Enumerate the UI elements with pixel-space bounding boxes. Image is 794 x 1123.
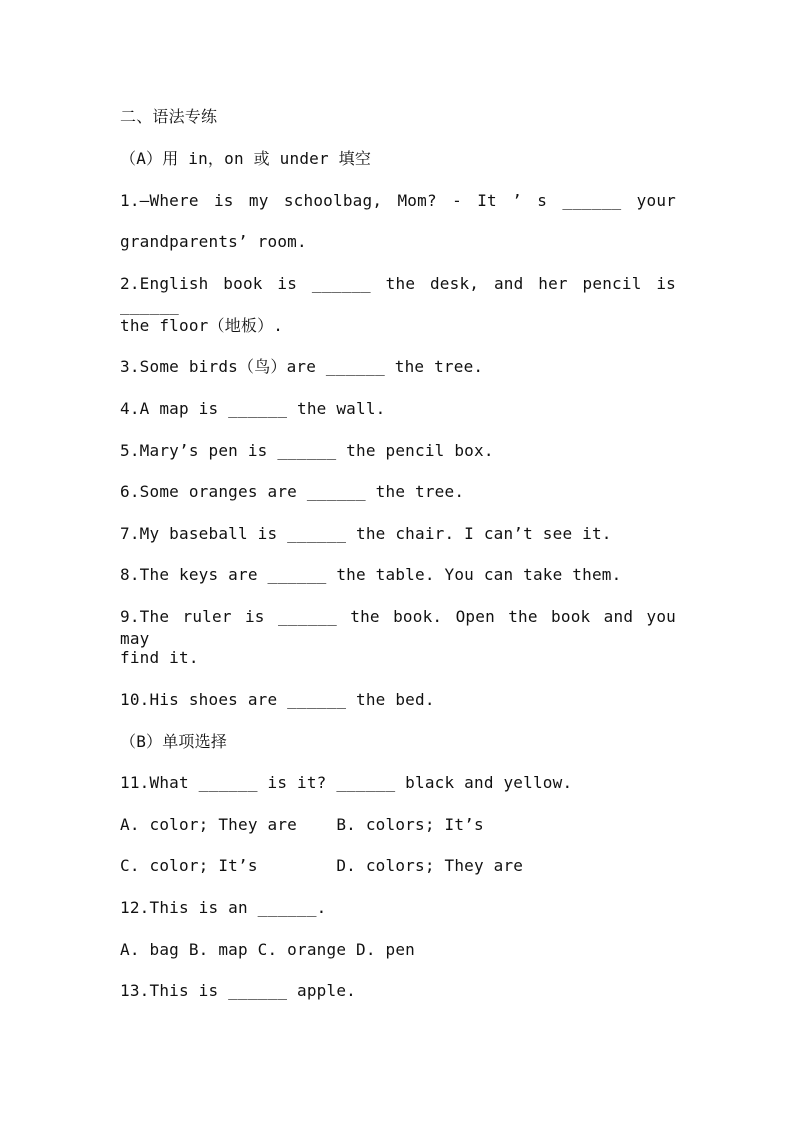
question-2-line-1: 2.English book is ______ the desk, and her pencil is ______	[120, 274, 676, 315]
question-3: 3.Some birds（鸟）are ______ the tree.	[120, 357, 484, 376]
question-12: 12.This is an ______.	[120, 898, 327, 917]
question-10: 10.His shoes are ______ the bed.	[120, 690, 435, 709]
part-a-heading: （A）用 in，on 或 under 填空	[120, 149, 372, 168]
section-title: 二、语法专练	[120, 107, 218, 126]
question-9-line-2: find it.	[120, 648, 199, 667]
question-6: 6.Some oranges are ______ the tree.	[120, 482, 465, 501]
question-5: 5.Mary’s pen is ______ the pencil box.	[120, 441, 494, 460]
question-11: 11.What ______ is it? ______ black and yellow.	[120, 773, 573, 792]
question-13: 13.This is ______ apple.	[120, 981, 356, 1000]
question-1-line-1: 1.—Where is my schoolbag, Mom? - It ’ s ______ your	[120, 191, 676, 210]
question-1-line-2: grandparents’ room.	[120, 232, 307, 251]
question-11-options-ab: A. color; They are B. colors; It’s	[120, 815, 484, 834]
question-4: 4.A map is ______ the wall.	[120, 399, 386, 418]
question-2-line-2: the floor（地板）.	[120, 316, 284, 335]
question-8: 8.The keys are ______ the table. You can take them.	[120, 565, 622, 584]
part-b-heading: （B）单项选择	[120, 732, 228, 751]
question-9-line-1: 9.The ruler is ______ the book. Open the book and you may	[120, 607, 676, 648]
question-7: 7.My baseball is ______ the chair. I can’t see it.	[120, 524, 612, 543]
question-11-options-cd: C. color; It’s D. colors; They are	[120, 856, 524, 875]
question-12-options: A. bag B. map C. orange D. pen	[120, 940, 415, 959]
